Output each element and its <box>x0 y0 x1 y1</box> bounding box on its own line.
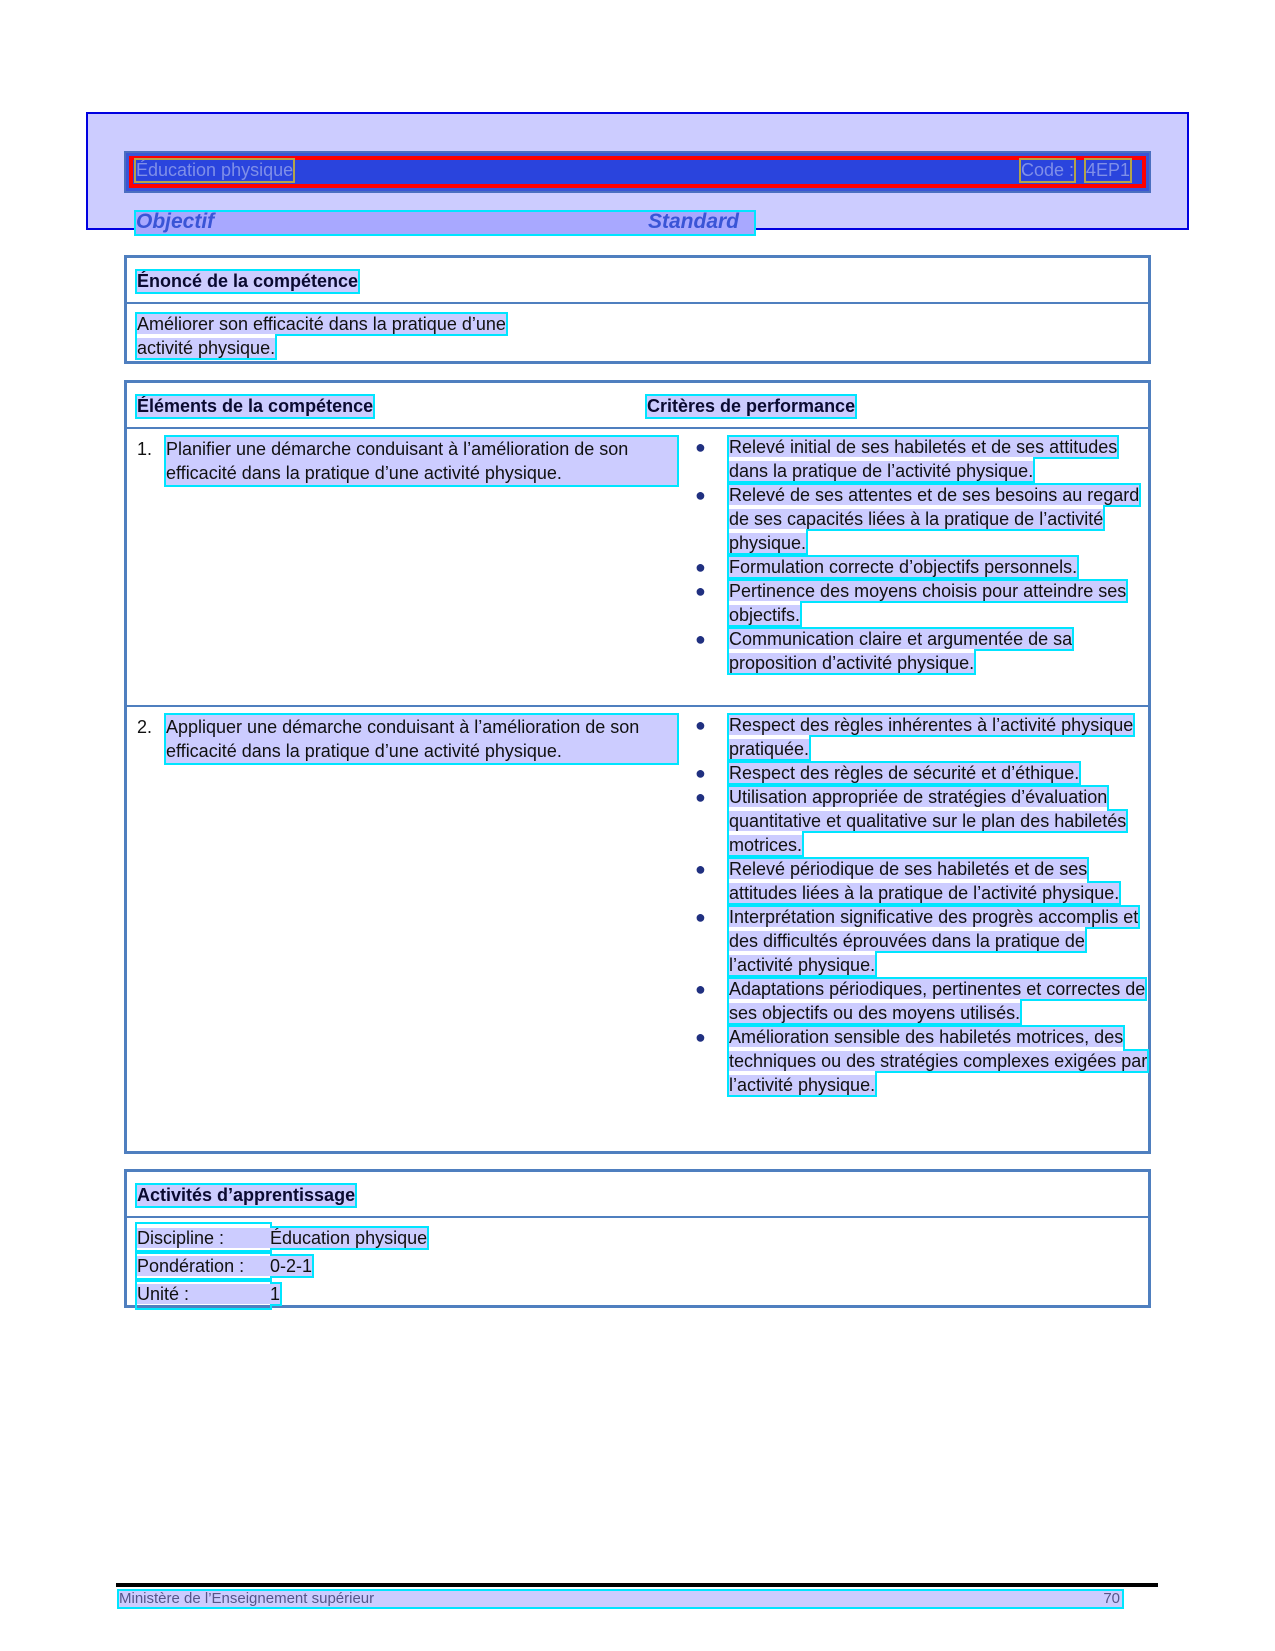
criterion-item: ● Utilisation appropriée de stratégies d’évaluation quantitative et qualitative sur le plan des habiletés motrices. <box>695 787 1127 855</box>
element-text: Planifier une démarche conduisant à l’amélioration de son efficacité dans la pratique d’une activité physique. <box>166 437 677 485</box>
discipline-value: Éducation physique <box>270 1228 428 1248</box>
elements-heading: Éléments de la compétence <box>137 396 374 416</box>
activites-section <box>124 1169 1151 1308</box>
footer <box>119 1591 1122 1607</box>
criterion-item: ● Respect des règles inhérentes à l’activité physique pratiquée. <box>695 715 1134 759</box>
criterion-item: ● Amélioration sensible des habiletés motrices, des techniques ou des stratégies complexes exigées par l’activité physique. <box>695 1027 1148 1095</box>
criterion-item: ● Pertinence des moyens choisis pour atteindre ses objectifs. <box>695 581 1127 625</box>
code-label: Code : <box>1021 160 1075 180</box>
bullet-icon: ● <box>695 437 706 457</box>
bullet-icon: ● <box>695 1027 706 1047</box>
bullet-icon: ● <box>695 979 706 999</box>
footer-rule <box>116 1583 1158 1587</box>
ponderation-value: 0-2-1 <box>270 1256 313 1276</box>
unite-value: 1 <box>270 1284 281 1304</box>
bullet-icon: ● <box>695 715 706 735</box>
criterion-item: ● Respect des règles de sécurité et d’éthique. <box>695 763 1080 783</box>
title-bar <box>124 151 1151 193</box>
criterion-item: ● Relevé de ses attentes et de ses besoins au regard de ses capacités liées à la pratique de l’activité physique. <box>695 485 1140 553</box>
elements-section <box>124 380 1151 1154</box>
objectif-label: Objectif <box>136 210 215 233</box>
enonce-heading: Énoncé de la compétence <box>137 271 359 291</box>
bullet-icon: ● <box>695 907 706 927</box>
standard-label: Standard <box>648 210 740 233</box>
activites-heading: Activités d’apprentissage <box>137 1185 356 1205</box>
criterion-item: ● Relevé initial de ses habiletés et de ses attitudes dans la pratique de l’activité physique. <box>695 437 1118 481</box>
criterion-item: ● Formulation correcte d’objectifs personnels. <box>695 557 1078 577</box>
element-text: Appliquer une démarche conduisant à l’amélioration de son efficacité dans la pratique d’une activité physique. <box>166 715 677 763</box>
enonce-text: Améliorer son efficacité dans la pratique d’une activité physique. <box>137 314 506 358</box>
criteria-heading: Critères de performance <box>647 396 856 416</box>
bullet-icon: ● <box>695 629 706 649</box>
bullet-icon: ● <box>695 859 706 879</box>
element-number: 2. <box>137 717 153 737</box>
competence-row <box>127 429 1148 707</box>
unite-label: Unité : <box>137 1284 190 1304</box>
footer-ministry: Ministère de l’Enseignement supérieur <box>119 1590 375 1607</box>
bullet-icon: ● <box>695 581 706 601</box>
criterion-item: ● Adaptations périodiques, pertinentes et correctes de ses objectifs ou des moyens utilisés. <box>695 979 1146 1023</box>
course-code: 4EP1 <box>1086 160 1131 180</box>
bullet-icon: ● <box>695 787 706 807</box>
page-number: 70 <box>1103 1590 1120 1607</box>
enonce-section <box>124 255 1151 364</box>
criterion-item: ● Interprétation significative des progrès accomplis et des difficultés éprouvées dans la pratique de l’activité physique. <box>695 907 1139 975</box>
ponderation-label: Pondération : <box>137 1256 245 1276</box>
bullet-icon: ● <box>695 557 706 577</box>
course-title: Éducation physique <box>136 160 294 180</box>
discipline-label: Discipline : <box>137 1228 225 1248</box>
element-number: 1. <box>137 439 153 459</box>
bullet-icon: ● <box>695 763 706 783</box>
criterion-item: ● Relevé périodique de ses habiletés et de ses attitudes liées à la pratique de l’activité physique. <box>695 859 1120 903</box>
competence-row <box>127 707 1148 1155</box>
criterion-item: ● Communication claire et argumentée de sa proposition d’activité physique. <box>695 629 1073 673</box>
bullet-icon: ● <box>695 485 706 505</box>
objectif-standard-row <box>136 212 754 234</box>
